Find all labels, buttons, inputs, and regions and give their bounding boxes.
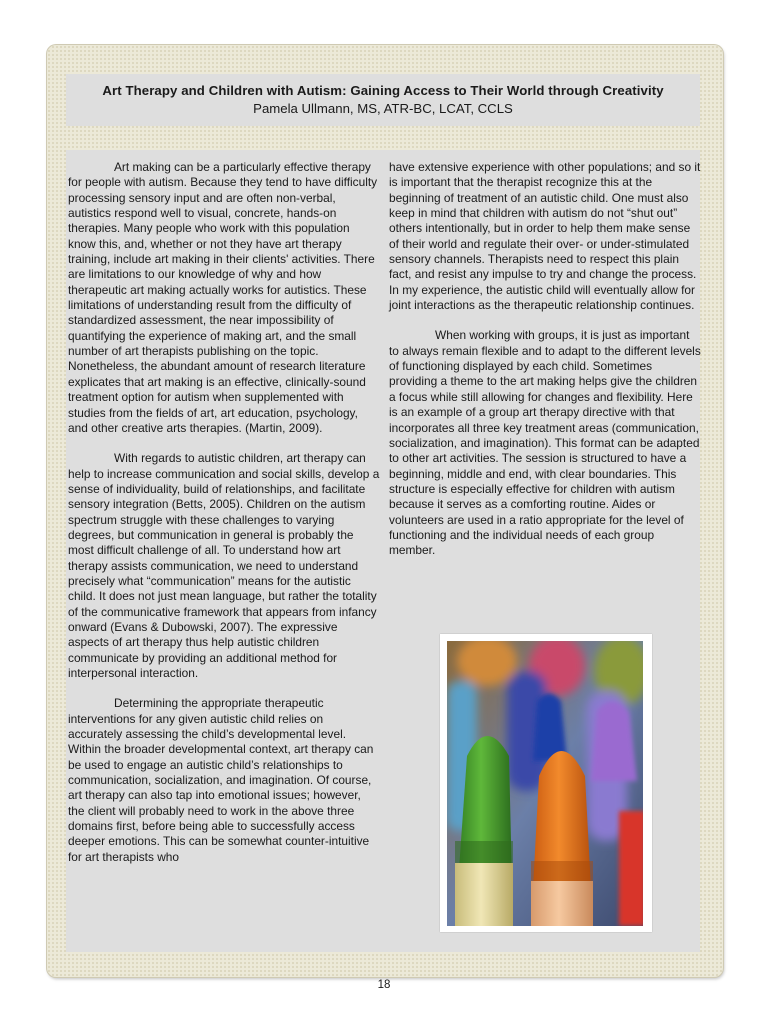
paragraph: Determining the appropriate therapeutic interventions for any given autistic child relies on accurately assessing the child’s developmental level. Within the broader developmental context, art therapy can be used to engage an autistic child’s relationships to communication, socialization, and imagination. Of course, art therapy can also tap into emotional issues; however, the client will probably need to work in the above three domains first, before being able to successfully access deeper emotions. This can be somewhat counter-intuitive for art therapists who [68, 696, 374, 864]
article-author: Pamela Ullmann, MS, ATR-BC, LCAT, CCLS [253, 101, 513, 116]
paragraph: Art making can be a particularly effective therapy for people with autism. Because they tend to have difficulty processing sensory input and are often non-verbal, autistics respond well to visual, concrete, hands-on therapies. Many people who work with this population know this, and, whether or not they have art therapy training, include art making in their clients' activities. There are limitations to our knowledge of why and how therapeutic art making actually works for autistics. These limitations of understanding result from the difficulty of standardized assessment, the near impossibility of quantifying the experience of making art, and the small number of art therapists publishing on the topic. Nonetheless, the abundant amount of research literature explicates that art making is an effective, clinically-sound treatment option for autism when supplemented with studies from the fields of art, art education, psychology, and other creative arts therapies. (Martin, 2009). [68, 160, 378, 435]
page-number: 18 [377, 979, 391, 991]
crayons-photo [447, 641, 643, 926]
right-column [389, 160, 701, 559]
paragraph: have extensive experience with other populations; and so it is important that the therapist recognize this at the beginning of treatment of an autistic child. One must also keep in mind that children with autism do not “shut out” others intentionally, but in order to help them make sense of their world and regulate their over- or under-stimulated sensory channels. Therapists need to respect this plain fact, and resist any impulse to try and change the process. In my experience, the autistic child will eventually allow for joint interactions as the therapeutic relationship continues. [389, 160, 701, 313]
article-title: Art Therapy and Children with Autism: Gaining Access to Their World through Creativity [102, 83, 664, 98]
paragraph: When working with groups, it is just as important to always remain flexible and to adapt to the different levels of functioning displayed by each child. Sometimes providing a theme to the art making helps give the children a focus while still allowing for changes and flexibility. Here is an example of a group art therapy directive with that incorporates all three key treatment areas (communication, socialization, and imagination). This format can be adapted to other art activities. The session is structured to have a beginning, middle and end, with clear boundaries. This structure is especially effective for children with autism because it serves as a comforting routine. Aides or volunteers are used in a ratio appropriate for the level of functioning and the individual needs of each group member. [389, 328, 701, 558]
left-column [68, 160, 380, 865]
paragraph: With regards to autistic children, art therapy can help to increase communication and social skills, develop a sense of individuality, build of relationships, and facilitate sensory integration (Betts, 2005). Children on the autism spectrum struggle with these challenges to varying degrees, but communication in general is probably the most difficult challenge of all. To understand how art therapy assists communication, we need to understand precisely what “communication” means for the autistic child. It does not just mean language, but rather the totality of the communicative framework that appears from infancy onward (Evans & Dubowski, 2007). The expressive aspects of art therapy thus help autistic children communicate by providing an additional method for interpersonal interaction. [68, 451, 380, 680]
article-header [66, 74, 700, 126]
